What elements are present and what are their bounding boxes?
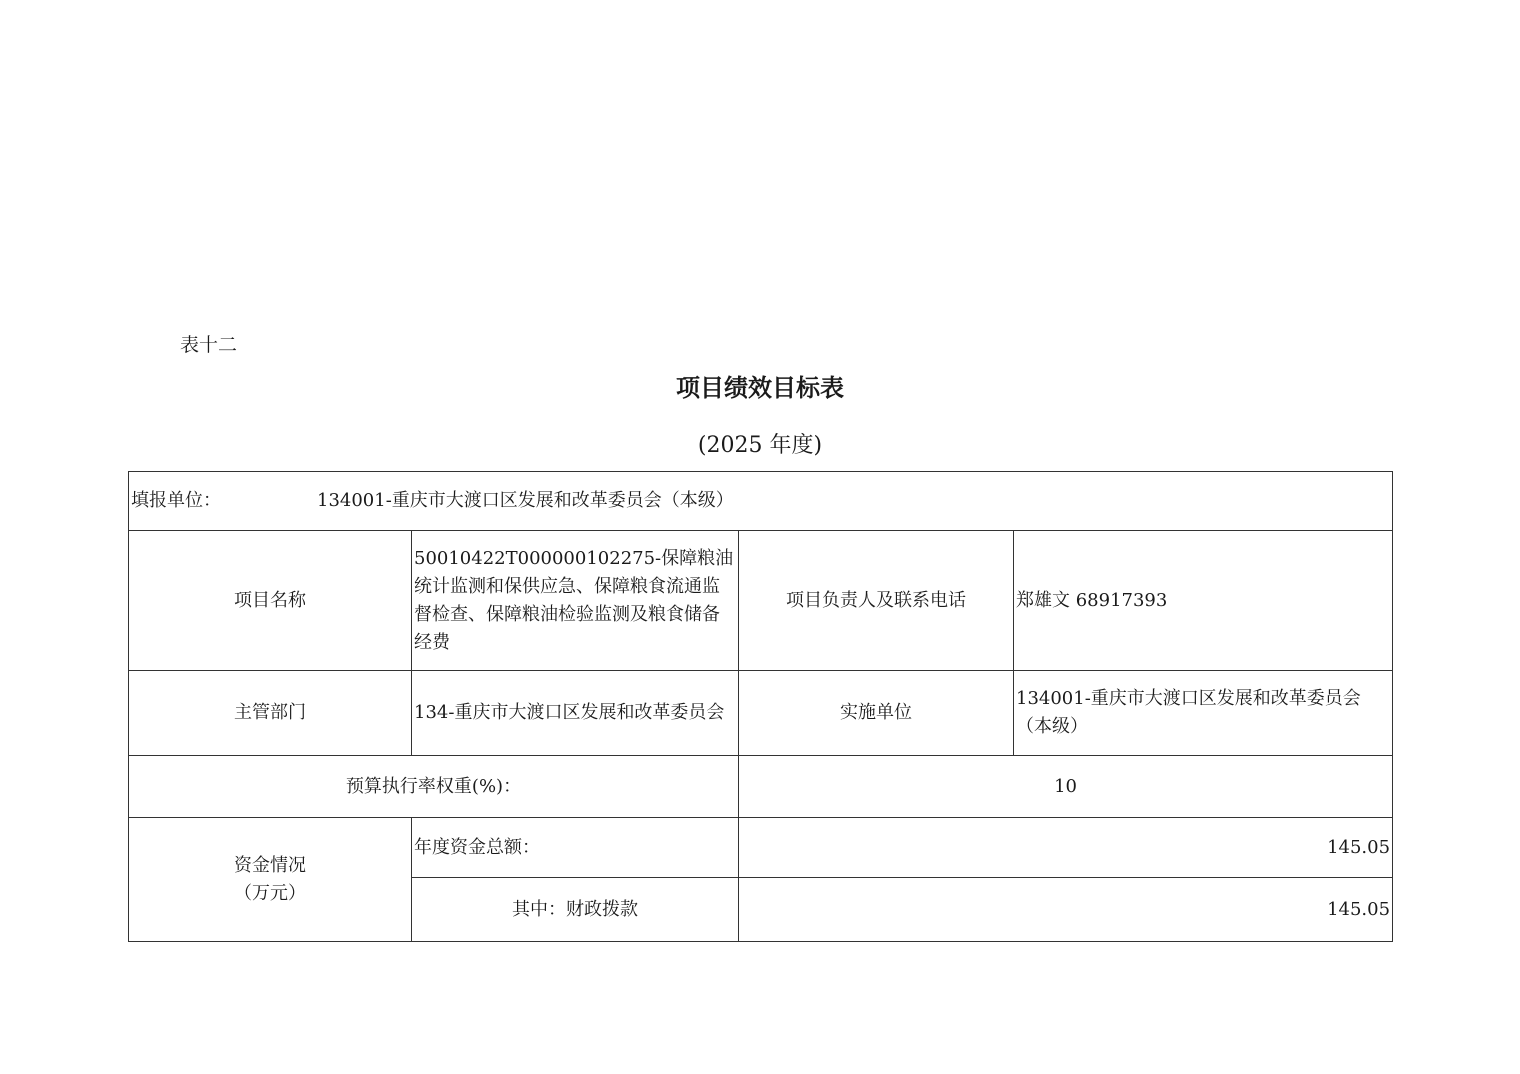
implementing-unit-value: 134001-重庆市大渡口区发展和改革委员会（本级） <box>1014 671 1393 756</box>
fund-situation-cell <box>129 818 412 942</box>
budget-weight-row <box>129 756 1393 818</box>
fund-total-row <box>129 818 1393 878</box>
annual-total-label: 年度资金总额： <box>412 818 739 878</box>
reporting-unit-row <box>129 472 1393 531</box>
fund-situation-label: 资金情况 <box>234 854 306 876</box>
implementing-unit-label: 实施单位 <box>739 671 1014 756</box>
project-name-value: 50010422T000000102275-保障粮油统计监测和保供应急、保障粮食流通监督检查、保障粮油检验监测及粮食储备经费 <box>412 531 739 671</box>
fiscal-allocation-label: 其中：财政拨款 <box>412 878 739 942</box>
year-subtitle: (2025 年度) <box>697 433 823 458</box>
table-number: 表十二 <box>180 334 238 356</box>
project-name-label: 项目名称 <box>129 531 412 671</box>
fiscal-allocation-value: 145.05 <box>739 878 1393 942</box>
budget-weight-label: 预算执行率权重(%)： <box>129 756 739 818</box>
annual-total-value: 145.05 <box>739 818 1393 878</box>
reporting-unit-label: 填报单位： <box>131 490 221 511</box>
reporting-unit-value: 134001-重庆市大渡口区发展和改革委员会（本级） <box>317 490 734 511</box>
project-manager-value: 郑雄文 68917393 <box>1014 531 1393 671</box>
department-row <box>129 671 1393 756</box>
fund-unit-label: （万元） <box>234 882 306 904</box>
department-label: 主管部门 <box>129 671 412 756</box>
department-value: 134-重庆市大渡口区发展和改革委员会 <box>412 671 739 756</box>
reporting-unit-cell <box>129 472 1393 531</box>
page-title: 项目绩效目标表 <box>676 373 844 402</box>
project-row <box>129 531 1393 671</box>
project-manager-label: 项目负责人及联系电话 <box>739 531 1014 671</box>
budget-weight-value: 10 <box>739 756 1393 818</box>
performance-target-table <box>128 471 1393 942</box>
